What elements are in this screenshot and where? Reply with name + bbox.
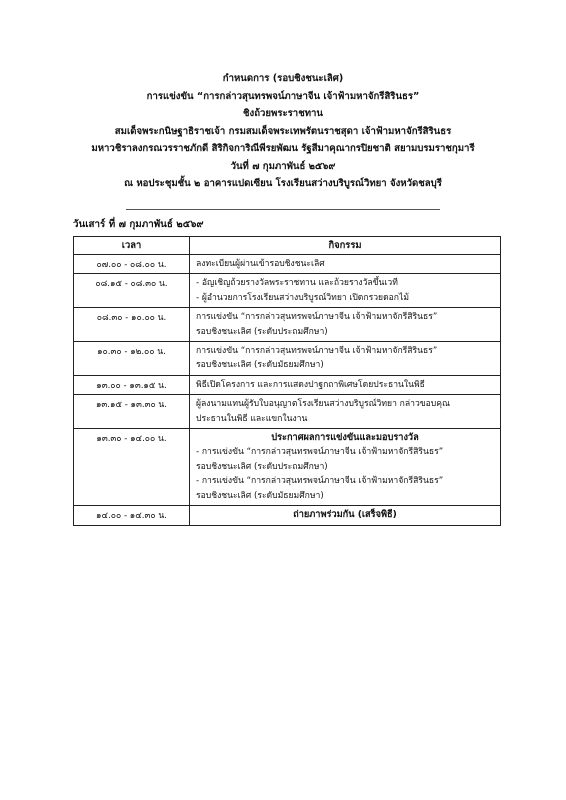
activity-cell: [190, 255, 501, 274]
activity-line: รอบชิงชนะเลิศ (ระดับประถมศึกษา): [196, 461, 328, 472]
activity-cell: [190, 506, 501, 525]
table-row: [74, 308, 501, 342]
time-cell: ๑๔.๐๐ - ๑๔.๓๐ น.: [74, 506, 190, 525]
activity-line: - อัญเชิญถ้วยรางวัลพระราชทาน และถ้วยรางวัลขึ้นเวที: [196, 278, 398, 289]
header-royal-title-2: มหาวชิราลงกรณวรราชภักดี สิริกิจการิณีพีรยพัฒน รัฐสีมาคุณากรปิยชาติ สยามบรมราชกุมารี: [91, 143, 475, 154]
activity-line: การแข่งขัน “การกล่าวสุนทรพจน์ภาษาจีน เจ้าฟ้ามหาจักรีสิรินธร”: [196, 312, 438, 323]
time-cell: ๐๗.๐๐ - ๐๘.๐๐ น.: [74, 255, 190, 274]
table-row: [74, 342, 501, 376]
time-column-header: เวลา: [74, 237, 190, 255]
activity-line: - การแข่งขัน “การกล่าวสุนทรพจน์ภาษาจีน เจ้าฟ้ามหาจักรีสิรินธร”: [196, 447, 444, 458]
table-header-row: [74, 237, 501, 255]
activity-cell: [190, 308, 501, 342]
time-cell: ๐๘.๑๕ - ๐๘.๓๐ น.: [74, 274, 190, 308]
table-row: [74, 429, 501, 506]
table-row: [74, 274, 501, 308]
table-row: [74, 375, 501, 394]
activity-line: ผู้ลงนามแทนผู้รับใบอนุญาตโรงเรียนสว่างบริบูรณ์วิทยา กล่าวขอบคุณ: [196, 399, 450, 410]
table-row: [74, 506, 501, 525]
header-venue: ณ หอประชุมชั้น ๒ อาคารแปดเซียน โรงเรียนสว่างบริบูรณ์วิทยา จังหวัดชลบุรี: [124, 178, 442, 189]
activity-line: - ผู้อำนวยการโรงเรียนสว่างบริบูรณ์วิทยา เปิดกรวยดอกไม้: [196, 292, 410, 303]
activity-line: - การแข่งขัน “การกล่าวสุนทรพจน์ภาษาจีน เจ้าฟ้ามหาจักรีสิรินธร”: [196, 476, 444, 487]
activity-heading: ถ่ายภาพร่วมกัน (เสร็จพิธี): [293, 509, 397, 521]
header-divider: [126, 209, 440, 210]
time-cell: ๑๓.๓๐ - ๑๔.๐๐ น.: [74, 429, 190, 506]
schedule-table: [73, 236, 501, 526]
activity-cell: [190, 375, 501, 394]
activity-line: ลงทะเบียนผู้ผ่านเข้ารอบชิงชนะเลิศ: [196, 259, 325, 269]
activity-line: รอบชิงชนะเลิศ (ระดับประถมศึกษา): [196, 326, 328, 337]
table-row: [74, 255, 501, 274]
time-cell: ๑๐.๓๐ - ๑๒.๐๐ น.: [74, 342, 190, 376]
header-date: วันที่ ๗ กุมภาพันธ์ ๒๕๖๙: [230, 160, 336, 172]
header-trophy: ชิงถ้วยพระราชทาน: [243, 108, 323, 119]
time-cell: ๐๘.๓๐ - ๑๐.๐๐ น.: [74, 308, 190, 342]
activity-cell: [190, 342, 501, 376]
table-row: [74, 395, 501, 429]
document-header: [40, 70, 526, 193]
activity-column-header: กิจกรรม: [190, 237, 501, 255]
activity-line: การแข่งขัน “การกล่าวสุนทรพจน์ภาษาจีน เจ้าฟ้ามหาจักรีสิรินธร”: [196, 346, 438, 357]
activity-line: รอบชิงชนะเลิศ (ระดับมัธยมศึกษา): [196, 490, 324, 501]
header-title: กำหนดการ (รอบชิงชนะเลิศ): [222, 73, 344, 84]
activity-line: รอบชิงชนะเลิศ (ระดับมัธยมศึกษา): [196, 360, 324, 371]
day-label: วันเสาร์ ที่ ๗ กุมภาพันธ์ ๒๕๖๙: [73, 219, 204, 230]
header-competition-name: การแข่งขัน “การกล่าวสุนทรพจน์ภาษาจีน เจ้าฟ้ามหาจักรีสิรินธร”: [146, 90, 420, 102]
header-royal-title-1: สมเด็จพระกนิษฐาธิราชเจ้า กรมสมเด็จพระเทพรัตนราชสุดา เจ้าฟ้ามหาจักรีสิรินธร: [114, 125, 452, 137]
activity-line: ประธานในพิธี และแขกในงาน: [196, 413, 308, 424]
time-cell: ๑๓.๐๐ - ๑๓.๑๕ น.: [74, 375, 190, 394]
activity-cell: [190, 429, 501, 506]
activity-line: พิธีเปิดโครงการ และการแสดงปาฐกถาพิเศษโดยประธานในพิธี: [196, 379, 425, 390]
activity-cell: [190, 395, 501, 429]
time-cell: ๑๓.๑๕ - ๑๓.๓๐ น.: [74, 395, 190, 429]
activity-cell: [190, 274, 501, 308]
activity-heading: ประกาศผลการแข่งขันและมอบรางวัล: [271, 432, 419, 444]
